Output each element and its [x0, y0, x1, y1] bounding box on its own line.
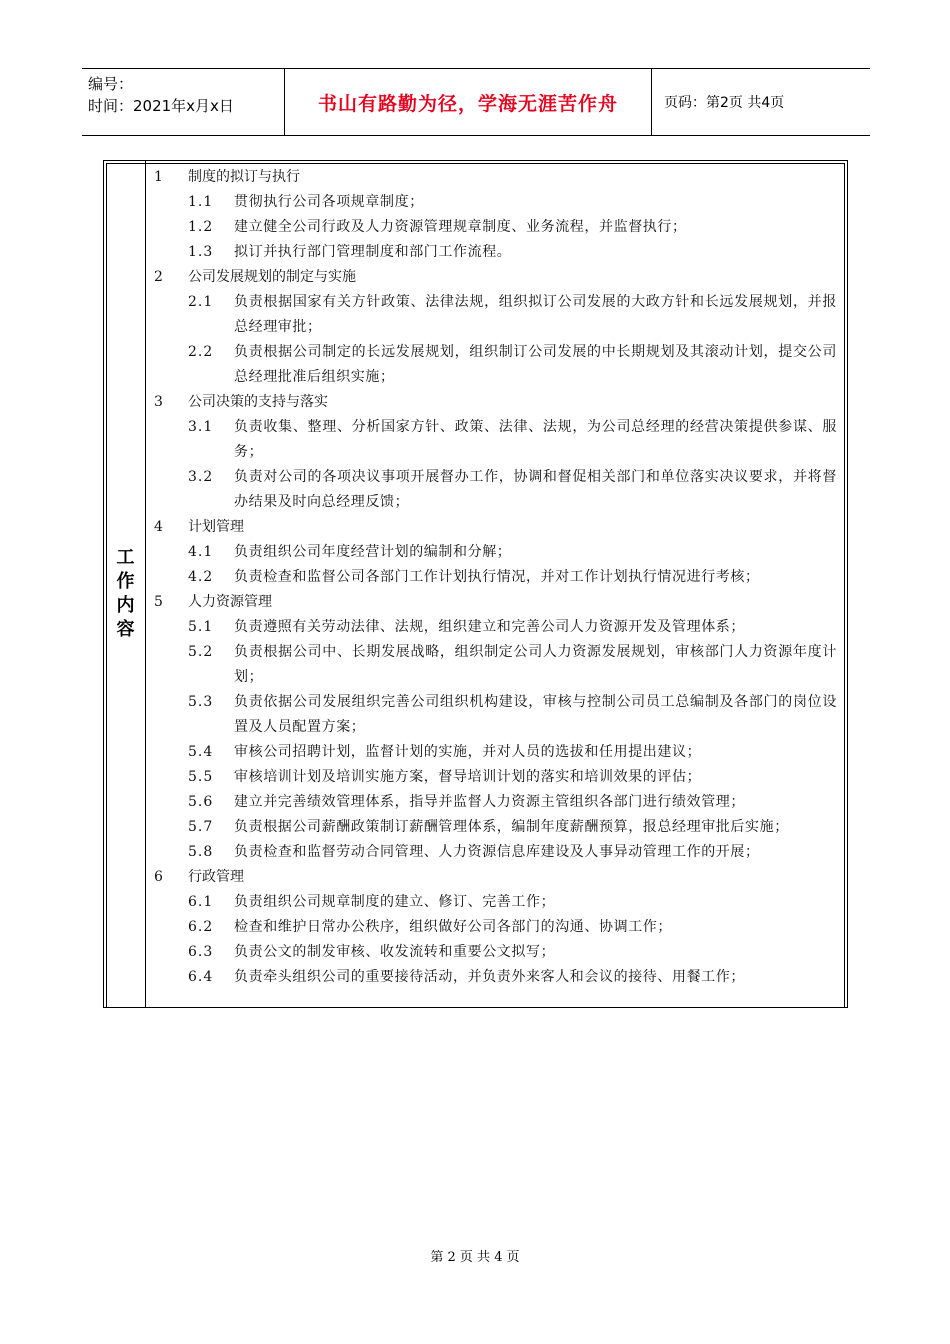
- list-item: [154, 765, 837, 790]
- page-header: [82, 68, 870, 136]
- item-text: 建立健全公司行政及人力资源管理规章制度、业务流程，并监督执行；: [234, 219, 687, 235]
- section-number: 4: [154, 519, 163, 535]
- list-item: [154, 690, 837, 740]
- item-number: 3.2: [188, 469, 214, 485]
- item-text: 负责公文的制发审核、收发流转和重要公文拟写；: [234, 944, 556, 960]
- item-number: 5.8: [188, 844, 214, 860]
- item-number: 1.2: [188, 219, 214, 235]
- section-heading: [154, 390, 837, 415]
- document-date: 时间：2021年x月x日: [88, 97, 234, 115]
- item-text: 贯彻执行公司各项规章制度；: [234, 194, 424, 210]
- document-number-label: 编号：: [88, 75, 134, 93]
- item-text: 审核培训计划及培训实施方案，督导培训计划的落实和培训效果的评估；: [234, 769, 702, 785]
- page-footer: 第 2 页 共 4 页: [430, 1250, 520, 1265]
- section-title: 行政管理: [188, 869, 244, 885]
- section-heading: [154, 865, 837, 890]
- item-text: 检查和维护日常办公秩序，组织做好公司各部门的沟通、协调工作；: [234, 919, 672, 935]
- section-number: 2: [154, 269, 163, 285]
- section-heading: [154, 165, 837, 190]
- item-text: 负责对公司的各项决议事项开展督办工作，协调和督促相关部门和单位落实决议要求，并将督办结果及时向总经理反馈；: [234, 469, 837, 510]
- item-text: 负责组织公司规章制度的建立、修订、完善工作；: [234, 894, 556, 910]
- list-item: [154, 240, 837, 265]
- section-label: 工作内容: [116, 547, 135, 640]
- item-number: 6.3: [188, 944, 214, 960]
- section-heading: [154, 515, 837, 540]
- header-motto: 书山有路勤为径，学海无涯苦作舟: [317, 92, 618, 115]
- list-item: [154, 215, 837, 240]
- list-item: [154, 615, 837, 640]
- item-number: 5.7: [188, 819, 214, 835]
- item-number: 5.5: [188, 769, 214, 785]
- header-motto-cell: [284, 69, 652, 135]
- item-text: 负责遵照有关劳动法律、法规，组织建立和完善公司人力资源开发及管理体系；: [234, 619, 745, 635]
- section-number: 5: [154, 594, 163, 610]
- list-item: [154, 340, 837, 390]
- item-text: 负责依据公司发展组织完善公司组织机构建设，审核与控制公司员工总编制及各部门的岗位设置及人员配置方案；: [234, 694, 837, 735]
- item-number: 6.4: [188, 969, 214, 985]
- list-item: [154, 740, 837, 765]
- item-number: 2.1: [188, 294, 214, 310]
- header-meta: [82, 69, 284, 135]
- item-text: 负责根据公司中、长期发展战略，组织制定公司人力资源发展规划，审核部门人力资源年度计划；: [234, 644, 837, 685]
- list-item: [154, 940, 837, 965]
- item-text: 负责根据公司制定的长远发展规划，组织制订公司发展的中长期规划及其滚动计划，提交公司总经理批准后组织实施；: [234, 344, 837, 385]
- list-item: [154, 415, 837, 465]
- section-heading: [154, 590, 837, 615]
- item-number: 1.1: [188, 194, 214, 210]
- section-title: 制度的拟订与执行: [188, 169, 300, 185]
- list-item: [154, 540, 837, 565]
- item-number: 1.3: [188, 244, 214, 260]
- work-content-table: [103, 160, 848, 1008]
- item-text: 负责根据国家有关方针政策、法律法规，组织拟订公司发展的大政方针和长远发展规划，并报总经理审批；: [234, 294, 837, 335]
- section-number: 3: [154, 394, 163, 410]
- item-number: 2.2: [188, 344, 214, 360]
- section-label-cell: [106, 161, 146, 1007]
- item-text: 负责组织公司年度经营计划的编制和分解；: [234, 544, 512, 560]
- list-item: [154, 190, 837, 215]
- item-text: 负责检查和监督公司各部门工作计划执行情况，并对工作计划执行情况进行考核；: [234, 569, 760, 585]
- item-text: 负责牵头组织公司的重要接待活动，并负责外来客人和会议的接待、用餐工作；: [234, 969, 745, 985]
- item-number: 6.2: [188, 919, 214, 935]
- item-number: 5.2: [188, 644, 214, 660]
- item-number: 5.4: [188, 744, 214, 760]
- list-item: [154, 790, 837, 815]
- item-number: 5.1: [188, 619, 214, 635]
- list-item: [154, 815, 837, 840]
- item-text: 审核公司招聘计划，监督计划的实施，并对人员的选拔和任用提出建议；: [234, 744, 702, 760]
- list-item: [154, 965, 837, 990]
- section-title: 计划管理: [188, 519, 244, 535]
- item-number: 6.1: [188, 894, 214, 910]
- header-page-number: 页码：第2页 共4页: [664, 95, 785, 111]
- section-title: 人力资源管理: [188, 594, 272, 610]
- list-item: [154, 565, 837, 590]
- item-number: 4.2: [188, 569, 214, 585]
- work-content-list: [146, 161, 847, 1007]
- item-text: 负责收集、整理、分析国家方针、政策、法律、法规，为公司总经理的经营决策提供参谋、服务；: [234, 419, 837, 460]
- list-item: [154, 915, 837, 940]
- item-number: 3.1: [188, 419, 214, 435]
- list-item: [154, 465, 837, 515]
- section-title: 公司决策的支持与落实: [188, 394, 328, 410]
- item-number: 5.6: [188, 794, 214, 810]
- header-page-cell: [652, 69, 870, 135]
- item-text: 负责根据公司薪酬政策制订薪酬管理体系，编制年度薪酬预算，报总经理审批后实施；: [234, 819, 789, 835]
- item-text: 负责检查和监督劳动合同管理、人力资源信息库建设及人事异动管理工作的开展；: [234, 844, 760, 860]
- list-item: [154, 290, 837, 340]
- list-item: [154, 840, 837, 865]
- item-text: 拟订并执行部门管理制度和部门工作流程。: [234, 244, 512, 260]
- section-number: 1: [154, 169, 163, 185]
- list-item: [154, 890, 837, 915]
- list-item: [154, 640, 837, 690]
- section-title: 公司发展规划的制定与实施: [188, 269, 356, 285]
- section-number: 6: [154, 869, 163, 885]
- item-text: 建立并完善绩效管理体系，指导并监督人力资源主管组织各部门进行绩效管理；: [234, 794, 745, 810]
- item-number: 4.1: [188, 544, 214, 560]
- item-number: 5.3: [188, 694, 214, 710]
- section-heading: [154, 265, 837, 290]
